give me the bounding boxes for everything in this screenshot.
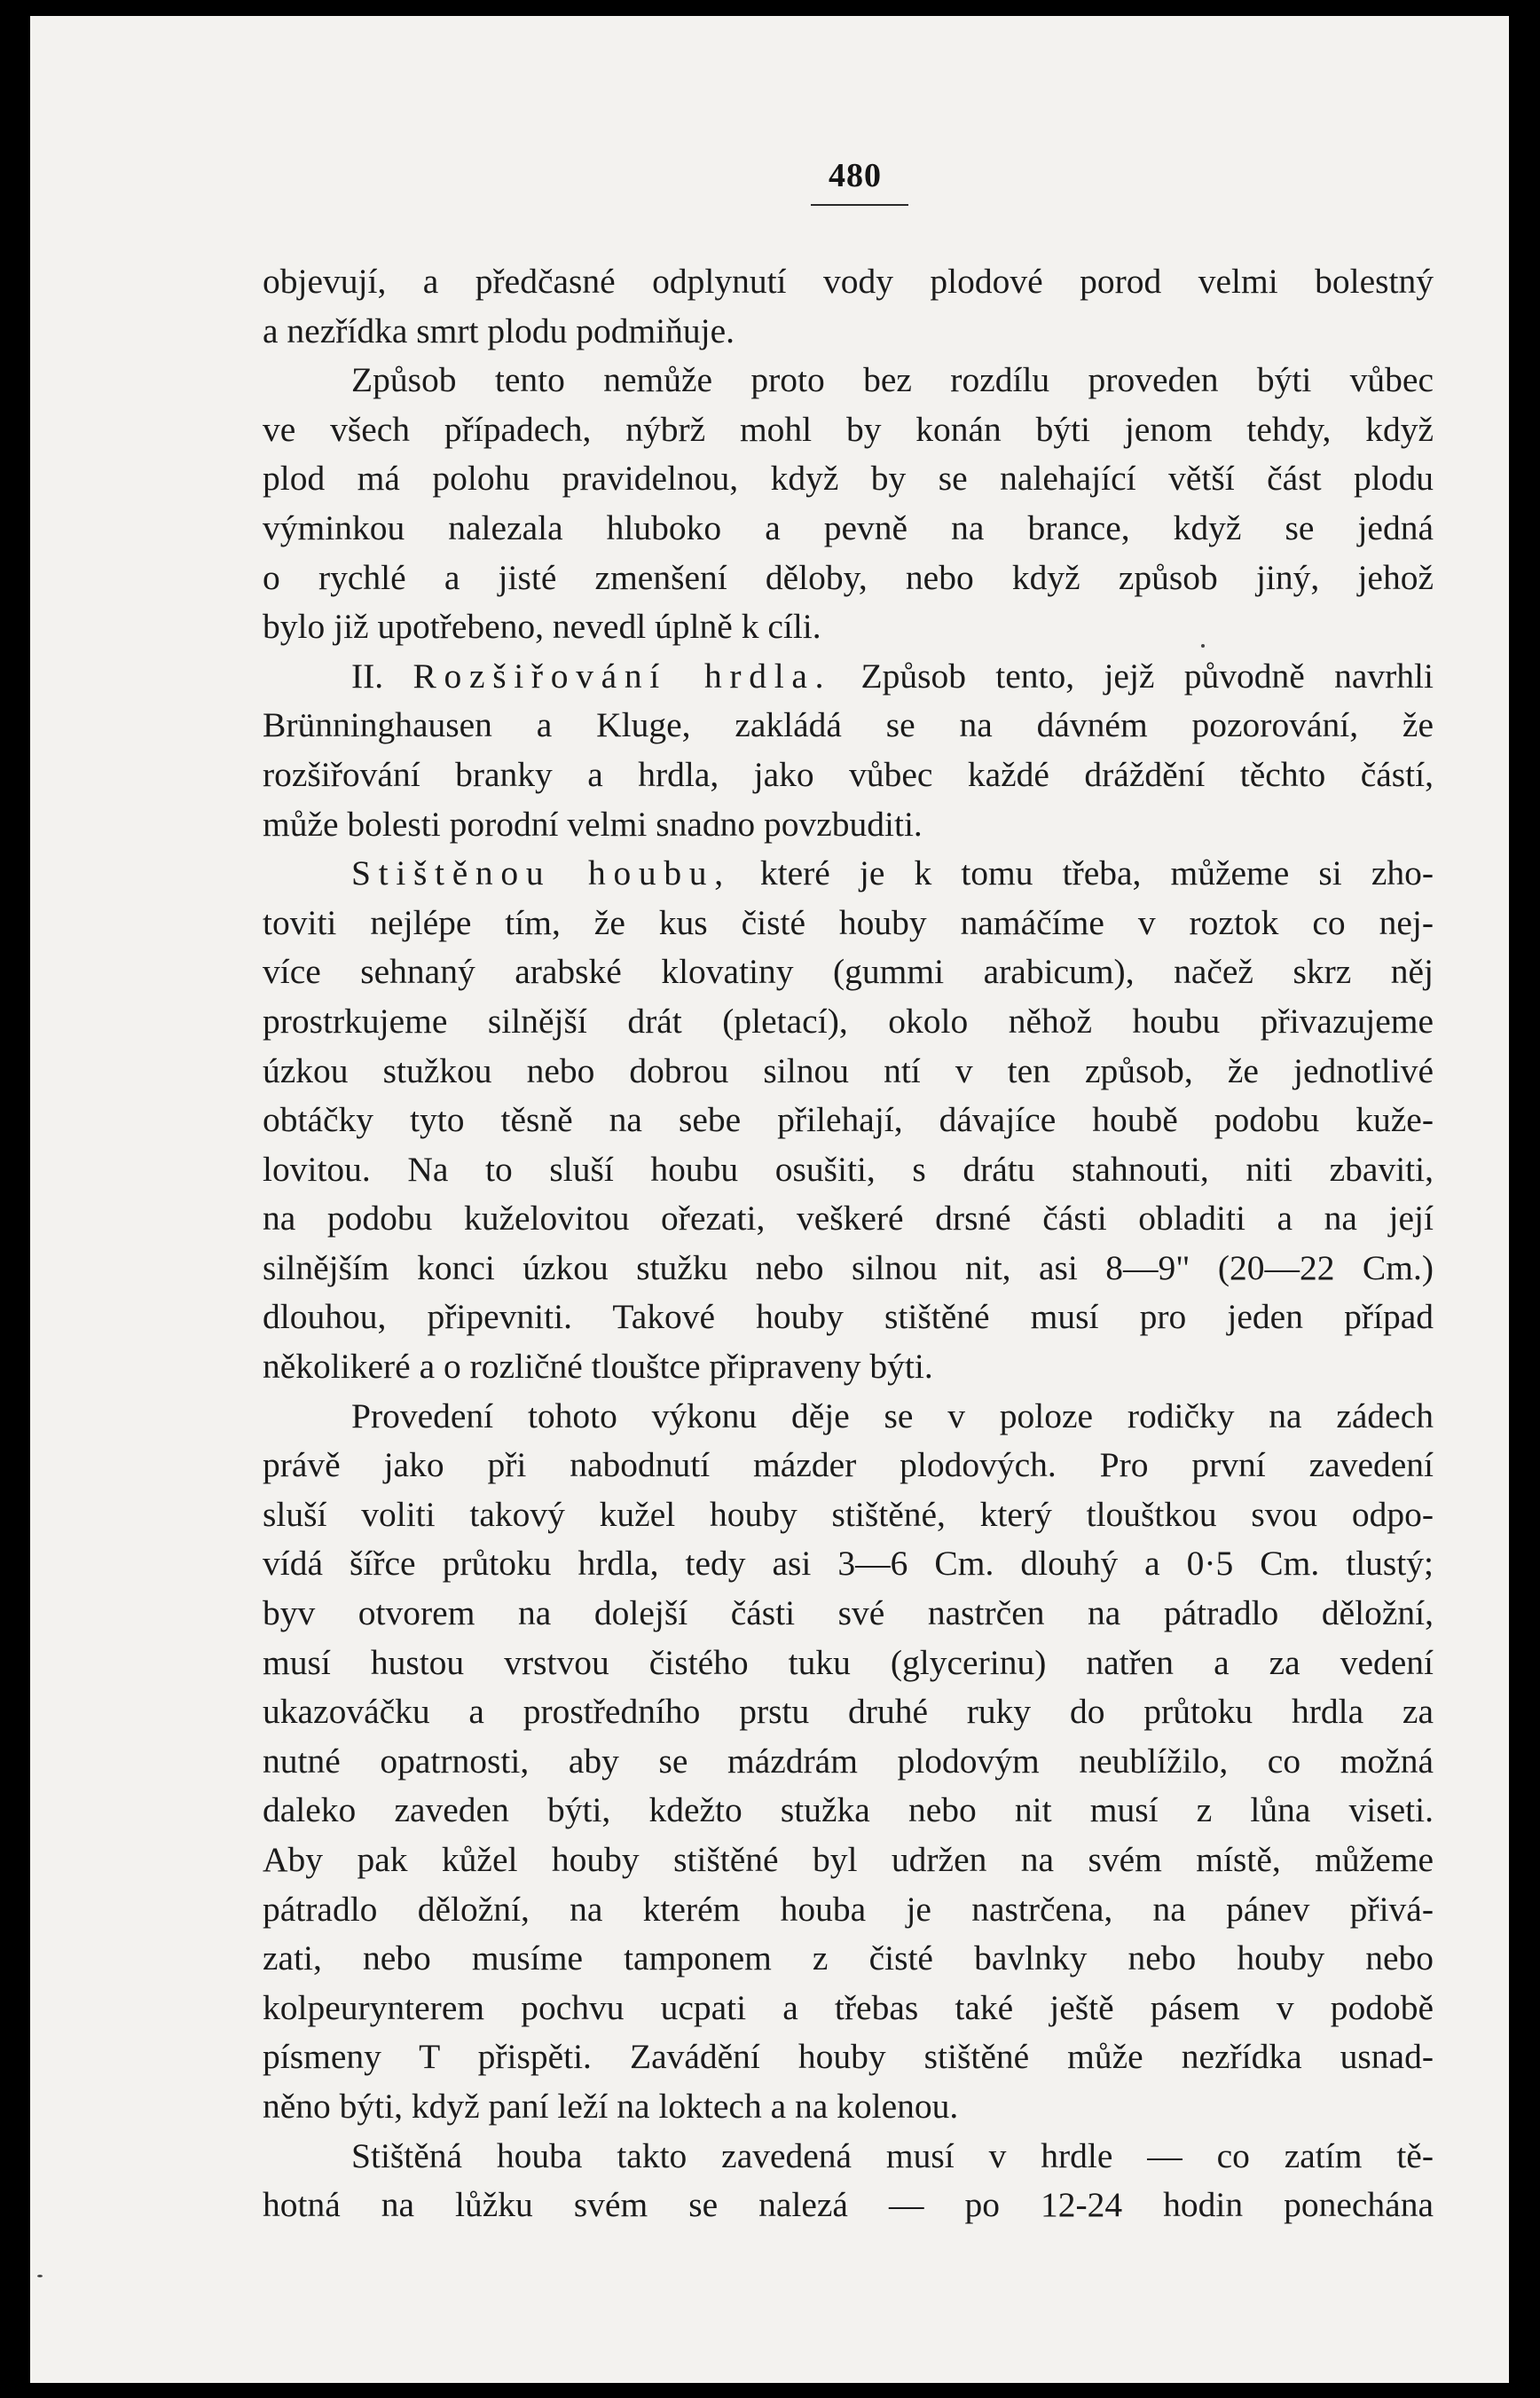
sponge-text: které je k tomu třeba, můžeme si zho- [759, 853, 1434, 893]
text-line: o rychlé a jisté zmenšení děloby, nebo když způsob jiný, jehož [263, 557, 1434, 597]
text-line: silnějším konci úzkou stužku nebo silnou nit, asi 8—9" (20—22 Cm.) [263, 1247, 1434, 1287]
text-line: plod má polohu pravidelnou, když by se nalehající větší část plodu [263, 459, 1434, 499]
text-line: nutné opatrnosti, aby se mázdrám plodovým neublížilo, co možná [263, 1741, 1434, 1781]
text-line: byv otvorem na dolejší části své nastrčen na pátradlo děložní, [263, 1593, 1434, 1633]
book-page [30, 16, 1509, 2383]
section-ii-text: Způsob tento, jejž původně navrhli [860, 656, 1434, 696]
text-line: písmeny T přispěti. Zavádění houby stištěné může nezřídka usnad- [263, 2037, 1434, 2077]
body-text [263, 257, 1434, 2230]
text-line: pátradlo děložní, na kterém houba je nastrčena, na pánev přivá- [263, 1889, 1434, 1929]
text-line: úzkou stužkou nebo dobrou silnou ntí v ten způsob, že jednotlivé [263, 1050, 1434, 1090]
section-ii-numeral: II. [351, 656, 384, 696]
text-line: ve všech případech, nýbrž mohl by konán býti jenom tehdy, když [263, 409, 1434, 449]
text-line: Provedení tohoto výkonu děje se v poloze rodičky na zádech [351, 1396, 1434, 1435]
text-line: hotná na lůžku svém se nalezá — po 12-24 hodin ponechána [263, 2185, 1434, 2225]
text-line: Stištěná houba takto zavedená musí v hrdle — co zatím tě- [351, 2135, 1434, 2175]
text-line: objevují, a předčasné odplynutí vody plodové porod velmi bolestný [263, 262, 1434, 301]
scan-speck [1201, 644, 1205, 648]
text-line: Brünninghausen a Kluge, zakládá se na dávném pozorování, že [263, 705, 1434, 745]
page-number: 480 [829, 157, 882, 194]
text-line: vídá šířce průtoku hrdla, tedy asi 3—6 Cm. dlouhý a 0·5 Cm. tlustý; [263, 1544, 1434, 1584]
text-line: lovitou. Na to sluší houbu osušiti, s drátu stahnouti, niti zbaviti, [263, 1149, 1434, 1189]
text-line: bylo již upotřebeno, nevedl úplně k cíli. [263, 607, 821, 647]
page-number-rule [811, 204, 908, 206]
section-ii-line [263, 652, 1434, 702]
sponge-paragraph-line [263, 849, 1434, 899]
text-line: musí hustou vrstvou čistého tuku (glycerinu) natřen a za vedení [263, 1642, 1434, 1682]
text-line: toviti nejlépe tím, že kus čisté houby namáčíme v roztok co nej- [263, 902, 1434, 942]
text-line: obtáčky tyto těsně na sebe přilehají, dávajíce houbě podobu kuže- [263, 1100, 1434, 1140]
text-line: ukazováčku a prostředního prstu druhé ruky do průtoku hrdla za [263, 1692, 1434, 1732]
scan-speck [37, 2275, 43, 2277]
text-line: sluší voliti takový kužel houby stištěné, který tlouštkou svou odpo- [263, 1494, 1434, 1534]
text-line: prostrkujeme silnější drát (pletací), okolo něhož houbu přivazujeme [263, 1001, 1434, 1041]
text-line: Aby pak kůžel houby stištěné byl udržen na svém místě, můžeme [263, 1840, 1434, 1879]
text-line: zati, nebo musíme tamponem z čisté bavlnky nebo houby nebo [263, 1938, 1434, 1978]
text-line: výminkou nalezala hluboko a pevně na brance, když se jedná [263, 507, 1434, 547]
text-line: rozšiřování branky a hrdla, jako vůbec každé dráždění těchto částí, [263, 754, 1434, 794]
sponge-term: Stištěnou houbu, [351, 853, 731, 893]
text-line: právě jako při nabodnutí mázder plodových. Pro první zavedení [263, 1445, 1434, 1485]
text-line: daleko zaveden býti, kdežto stužka nebo nit musí z lůna viseti. [263, 1790, 1434, 1830]
text-line: několikeré a o rozličné tlouštce připraveny býti. [263, 1347, 933, 1387]
text-line: více sehnaný arabské klovatiny (gummi arabicum), načež skrz něj [263, 952, 1434, 992]
text-line: Způsob tento nemůže proto bez rozdílu proveden býti vůbec [351, 360, 1434, 400]
text-line: na podobu kuželovitou ořezati, veškeré drsné části obladiti a na její [263, 1199, 1434, 1238]
text-line: a nezřídka smrt plodu podmiňuje. [263, 311, 735, 350]
text-line: něno býti, když paní leží na loktech a na kolenou. [263, 2086, 959, 2126]
text-line: může bolesti porodní velmi snadno povzbuditi. [263, 804, 923, 844]
text-line: kolpeurynterem pochvu ucpati a třebas také ještě pásem v podobě [263, 1987, 1434, 2027]
text-line: dlouhou, připevniti. Takové houby stištěné musí pro jeden případ [263, 1297, 1434, 1337]
section-ii-heading: Rozšiřování hrdla. [412, 656, 832, 696]
